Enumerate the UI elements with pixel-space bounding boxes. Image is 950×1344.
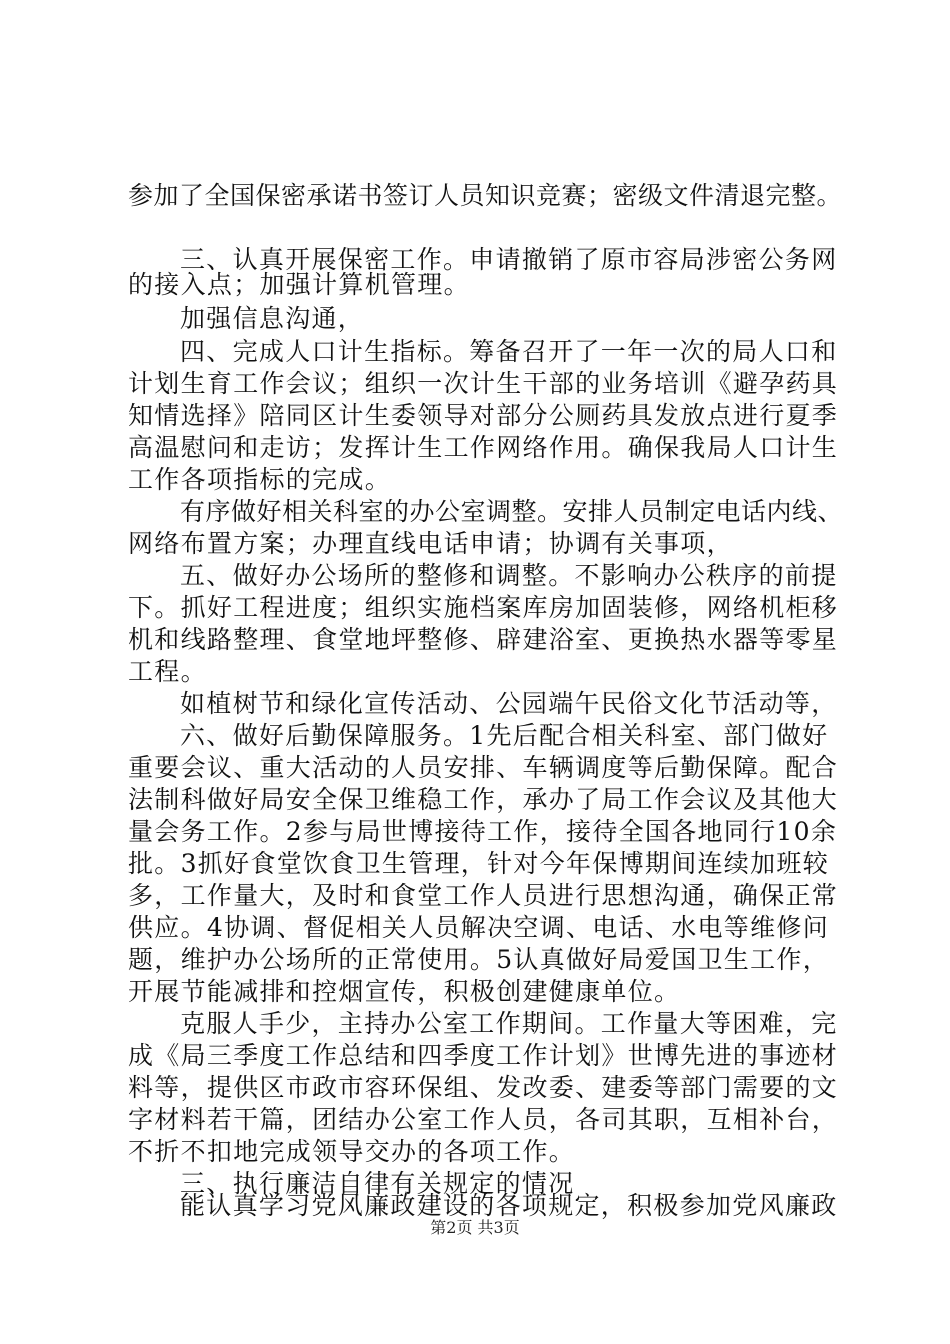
text-line: 工程。 [128,657,207,686]
text-line: 五、做好办公场所的整修和调整。不影响办公秩序的前提 [180,561,838,590]
text-line: 四、完成人口计生指标。筹备召开了一年一次的局人口和 [180,337,838,366]
text-line: 重要会议、重大活动的人员安排、车辆调度等后勤保障。配合 [128,753,839,782]
text-line: 三、执行廉洁自律有关规定的情况 [180,1169,575,1198]
text-line: 加强信息沟通， [180,304,365,333]
text-line: 批。3抓好食堂饮食卫生管理，针对今年保博期间连续加班较 [128,849,830,878]
text-line: 工作各项指标的完成。 [128,465,392,494]
text-line: 供应。4协调、督促相关人员解决空调、电话、水电等维修问 [128,913,830,942]
text-line: 网络布置方案；办理直线电话申请；协调有关事项， [128,529,733,558]
text-line: 参加了全国保密承诺书签订人员知识竞赛；密级文件清退完整。 [128,181,843,210]
text-line: 六、做好后勤保障服务。1先后配合相关科室、部门做好 [180,721,829,750]
text-line: 的接入点；加强计算机管理。 [128,270,470,299]
text-line: 能认真学习党风廉政建设的各项规定，积极参加党风廉政 [180,1191,838,1220]
text-line: 如植树节和绿化宣传活动、公园端午民俗文化节活动等， [180,689,838,718]
text-line: 开展节能减排和控烟宣传，积极创建健康单位。 [128,977,681,1006]
text-line: 字材料若干篇，团结办公室工作人员，各司其职，互相补台， [128,1105,839,1134]
text-line: 题，维护办公场所的正常使用。5认真做好局爱国卫生工作， [128,945,830,974]
text-line: 计划生育工作会议；组织一次计生干部的业务培训《避孕药具 [128,369,839,398]
text-line: 法制科做好局安全保卫维稳工作，承办了局工作会议及其他大 [128,785,839,814]
text-line: 三、认真开展保密工作。申请撤销了原市容局涉密公务网 [180,245,838,274]
text-line: 多，工作量大，及时和食堂工作人员进行思想沟通，确保正常 [128,881,839,910]
text-line: 高温慰问和走访；发挥计生工作网络作用。确保我局人口计生 [128,433,839,462]
page-number-footer: 第2页 共3页 [430,1218,520,1237]
text-line: 有序做好相关科室的办公室调整。安排人员制定电话内线、 [180,497,844,526]
text-line: 不折不扣地完成领导交办的各项工作。 [128,1137,576,1166]
text-line: 量会务工作。2参与局世博接待工作，接待全国各地同行10余 [128,817,838,846]
text-line: 料等，提供区市政市容环保组、发改委、建委等部门需要的文 [128,1073,839,1102]
text-line: 知情选择》陪同区计生委领导对部分公厕药具发放点进行夏季 [128,401,839,430]
text-line: 成《局三季度工作总结和四季度工作计划》世博先进的事迹材 [128,1041,839,1070]
text-line: 下。抓好工程进度；组织实施档案库房加固装修，网络机柜移 [128,593,839,622]
text-line: 克服人手少，主持办公室工作期间。工作量大等困难，完 [180,1009,838,1038]
text-line: 机和线路整理、食堂地坪整修、辟建浴室、更换热水器等零星 [128,625,839,654]
